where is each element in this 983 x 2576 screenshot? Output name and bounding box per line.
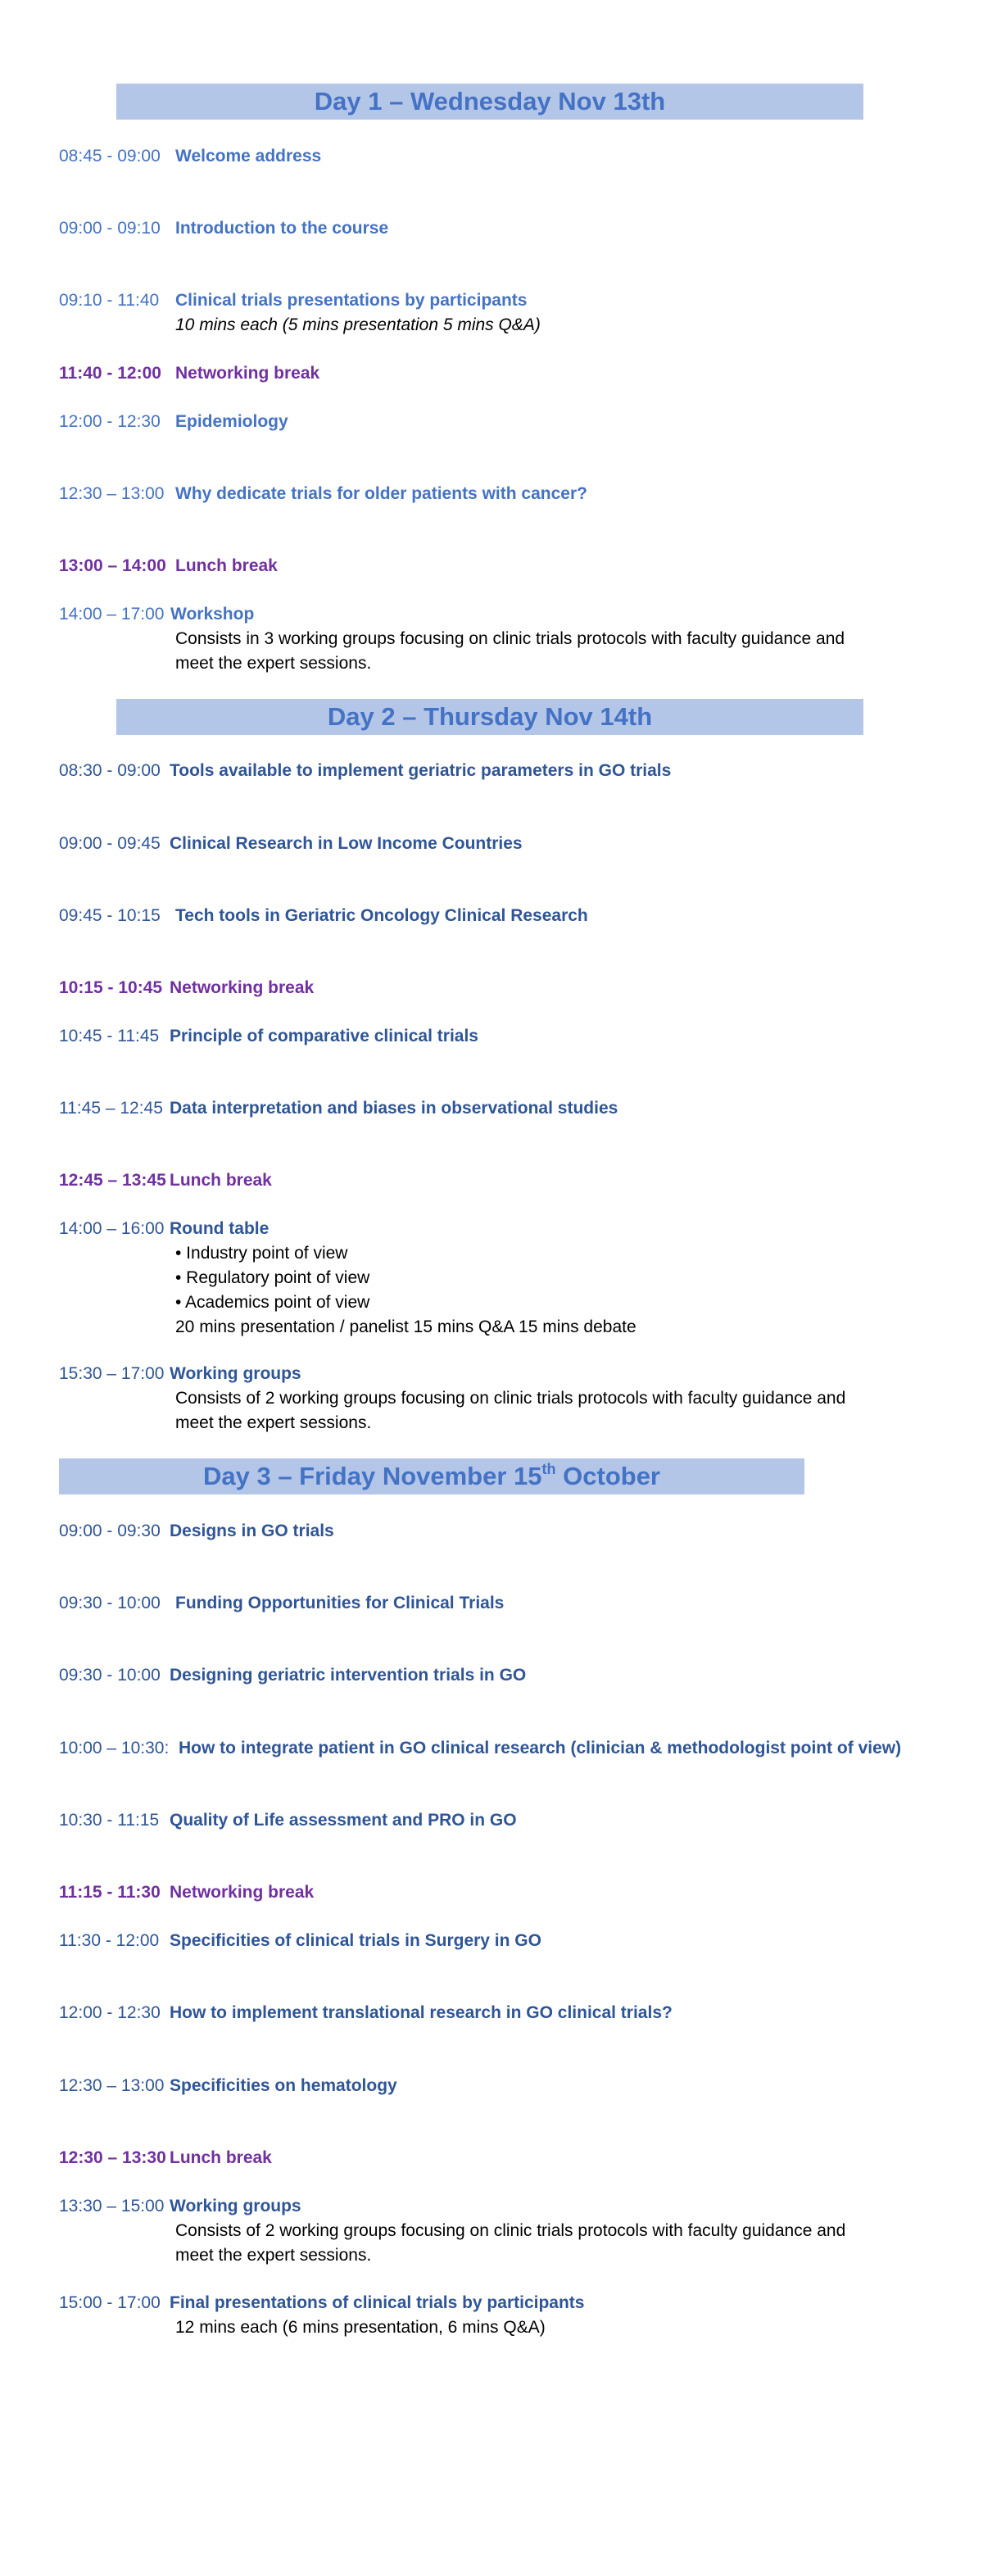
- item-time: 11:40 - 12:00: [59, 364, 161, 383]
- item-time: 09:00 - 09:30: [59, 1522, 161, 1540]
- note-line: meet the expert sessions.: [175, 2246, 372, 2265]
- day1-header: [116, 84, 863, 120]
- item-title: Welcome address: [175, 147, 322, 166]
- item-time: 12:30 – 13:30: [59, 2148, 166, 2167]
- item-time: 10:45 - 11:45: [59, 1027, 160, 1045]
- bullet-item: • Industry point of view: [175, 1244, 348, 1263]
- day2-header: [116, 699, 863, 735]
- item-time: 12:45 – 13:45: [59, 1171, 166, 1190]
- item-title: Specificities on hematology: [170, 2076, 397, 2095]
- item-note: [175, 1386, 954, 1435]
- item-time: 09:45 - 10:15: [59, 906, 161, 925]
- item-title: Epidemiology: [175, 412, 288, 431]
- item-note: [175, 2315, 954, 2340]
- bullet-item: • Regulatory point of view: [175, 1268, 370, 1287]
- item-title: Introduction to the course: [175, 219, 389, 238]
- item-title: Data interpretation and biases in observational studies: [170, 1099, 618, 1118]
- day3-header-text-end: October: [555, 1462, 660, 1490]
- item-time: 12:00 - 12:30: [59, 412, 161, 431]
- item-title: Lunch break: [170, 1171, 272, 1190]
- item-note: [175, 2219, 954, 2268]
- day3-header-superscript: th: [541, 1460, 556, 1477]
- item-time: 10:15 - 10:45: [59, 978, 163, 997]
- item-time: 08:45 - 09:00: [59, 147, 161, 166]
- item-time: 09:00 - 09:10: [59, 219, 161, 238]
- item-time: 10:00 – 10:30:: [59, 1739, 170, 1757]
- item-title: Lunch break: [175, 556, 278, 575]
- item-time: 09:00 - 09:45: [59, 834, 161, 853]
- item-time: 08:30 - 09:00: [59, 761, 161, 780]
- item-title: Clinical Research in Low Income Countries: [170, 834, 523, 853]
- item-time: 11:15 - 11:30: [59, 1883, 161, 1902]
- item-time: 09:30 - 10:00: [59, 1594, 161, 1612]
- note-line: meet the expert sessions.: [175, 1413, 372, 1432]
- item-title: Networking break: [170, 1883, 315, 1902]
- item-time: 13:30 – 15:00: [59, 2197, 165, 2215]
- item-note: [175, 1241, 954, 1340]
- note-line: 20 mins presentation / panelist 15 mins Q&A 15 mins debate: [175, 1317, 636, 1336]
- item-note: [175, 313, 954, 338]
- day2-header-text: Day 2 – Thursday Nov 14th: [327, 702, 653, 731]
- item-note: [175, 627, 954, 676]
- item-time: 12:00 - 12:30: [59, 2003, 161, 2022]
- item-title: Tech tools in Geriatric Oncology Clinical Research: [175, 906, 588, 925]
- note-line: 12 mins each (6 mins presentation, 6 mins Q&A): [175, 2318, 546, 2337]
- note-line: Consists of 2 working groups focusing on clinic trials protocols with faculty guidance and: [175, 2221, 846, 2240]
- item-title: Funding Opportunities for Clinical Trials: [175, 1594, 505, 1612]
- item-title: Workshop: [170, 605, 255, 624]
- item-title: Principle of comparative clinical trials: [170, 1027, 478, 1045]
- item-time: 09:10 - 11:40: [59, 291, 160, 310]
- day3-header-text: Day 3 – Friday November 15: [202, 1462, 542, 1490]
- item-title: Networking break: [170, 978, 315, 997]
- item-time: 09:30 - 10:00: [59, 1666, 161, 1685]
- item-time: 10:30 - 11:15: [59, 1811, 160, 1830]
- item-title: Tools available to implement geriatric parameters in GO trials: [170, 761, 672, 780]
- item-title: Clinical trials presentations by participants: [175, 291, 528, 310]
- note-line: Consists of 2 working groups focusing on clinic trials protocols with faculty guidance and: [175, 1389, 846, 1408]
- item-title: Designing geriatric intervention trials in GO: [170, 1666, 527, 1685]
- item-title: Round table: [170, 1219, 270, 1238]
- bullet-item: • Academics point of view: [175, 1293, 370, 1312]
- item-time: 11:45 – 12:45: [59, 1099, 163, 1118]
- item-time: 14:00 – 16:00: [59, 1219, 165, 1238]
- item-time: 12:30 – 13:00: [59, 484, 165, 503]
- item-time: 12:30 – 13:00: [59, 2076, 165, 2095]
- item-title: Specificities of clinical trials in Surgery in GO: [170, 1931, 541, 1950]
- item-time: 15:30 – 17:00: [59, 1364, 165, 1383]
- item-title: Designs in GO trials: [170, 1522, 334, 1540]
- item-time: 14:00 – 17:00: [59, 605, 165, 624]
- item-title: Working groups: [170, 1364, 301, 1383]
- item-time: 11:30 - 12:00: [59, 1931, 160, 1950]
- note-line: Consists in 3 working groups focusing on clinic trials protocols with faculty guidance and: [175, 629, 845, 648]
- note-line: meet the expert sessions.: [175, 654, 372, 673]
- item-title: Lunch break: [170, 2148, 272, 2167]
- item-time: 15:00 - 17:00: [59, 2293, 161, 2312]
- item-title: Working groups: [170, 2197, 301, 2215]
- item-title: Networking break: [175, 364, 320, 383]
- item-title: Quality of Life assessment and PRO in GO: [170, 1811, 517, 1830]
- note-line: 10 mins each (5 mins presentation 5 mins Q&A): [175, 315, 541, 334]
- day3-header: [59, 1458, 804, 1494]
- item-title: Final presentations of clinical trials by participants: [170, 2293, 585, 2312]
- item-title: How to integrate patient in GO clinical research (clinician & methodologist point of view): [179, 1739, 902, 1757]
- item-title: Why dedicate trials for older patients with cancer?: [175, 484, 587, 503]
- item-title: How to implement translational research in GO clinical trials?: [170, 2003, 673, 2022]
- item-time: 13:00 – 14:00: [59, 556, 166, 575]
- day1-header-text: Day 1 – Wednesday Nov 13th: [314, 87, 666, 116]
